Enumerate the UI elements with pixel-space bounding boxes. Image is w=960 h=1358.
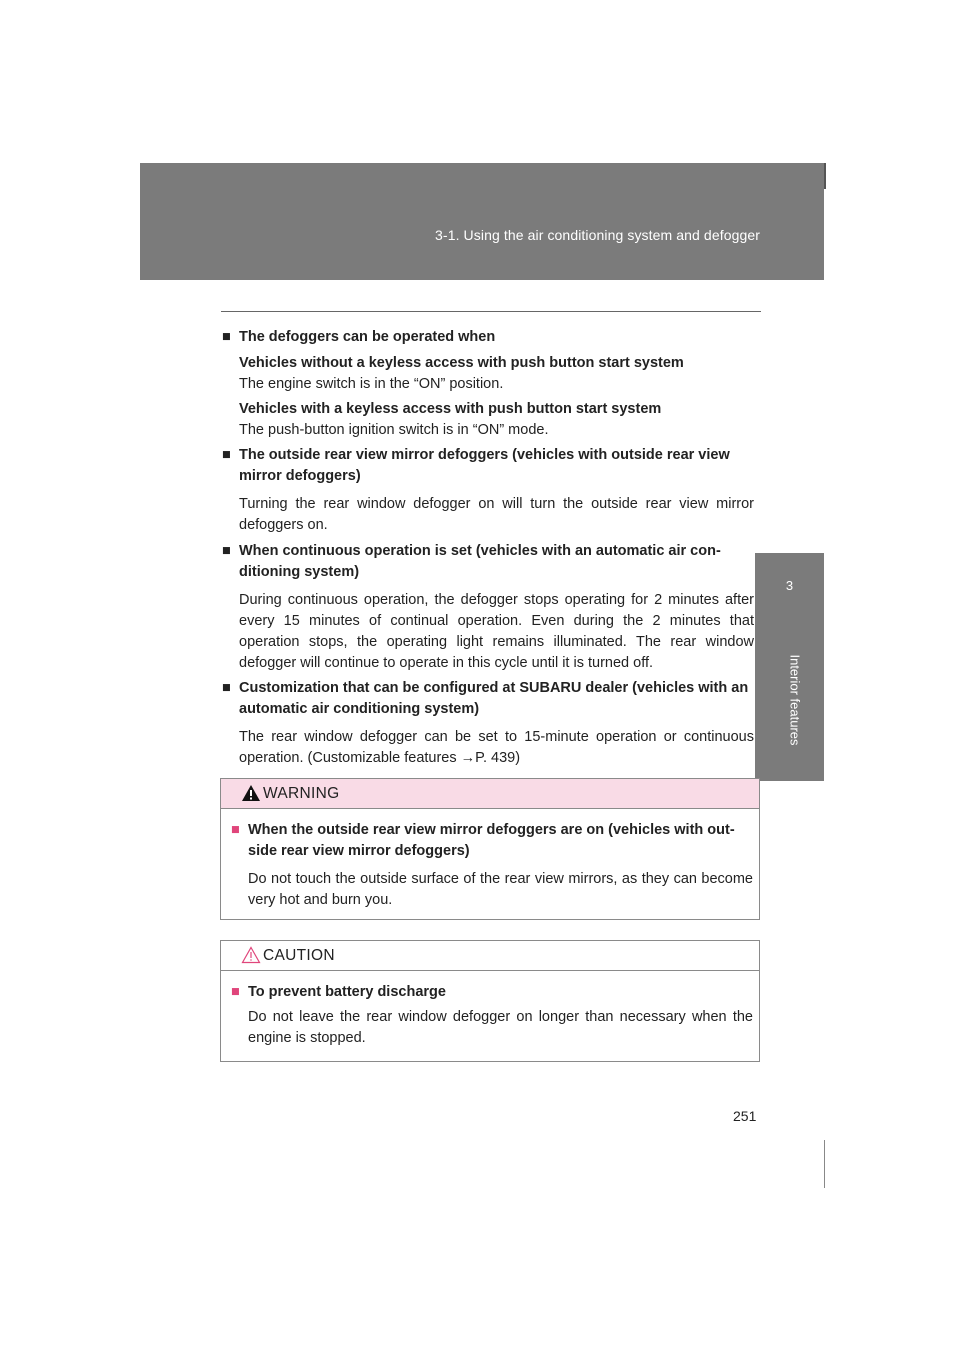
- chapter-number: 3: [785, 578, 794, 593]
- warning-header: [221, 779, 759, 809]
- section-title: 3-1. Using the air conditioning system and defogger: [435, 227, 760, 243]
- square-bullet-icon: ■: [222, 329, 231, 345]
- caution-triangle-icon: [241, 946, 261, 964]
- section-heading: ■ Customization that can be configured at SUBARU dealer (vehicles with an automatic air conditioning system): [222, 680, 749, 717]
- warning-text: Do not touch the outside surface of the rear view mirrors, as they can become very hot and burn you.: [248, 871, 753, 908]
- caution-box: [220, 940, 760, 1062]
- subheading: Vehicles with a keyless access with push button start system: [239, 401, 662, 417]
- square-bullet-icon: ■: [222, 447, 231, 463]
- caution-label: CAUTION: [263, 947, 335, 964]
- warning-label: WARNING: [263, 785, 340, 802]
- chapter-tab: [755, 553, 824, 621]
- chapter-label: Interior features: [787, 654, 803, 746]
- paragraph: During continuous operation, the defogger stops operating for 2 minutes after every 15 minutes of continual operation. Even during the 2 minutes that operation stops, the operating light remains illuminated. The rear window defogger will continue to operate in this cycle until it is turned off.: [239, 592, 754, 671]
- paragraph: The engine switch is in the “ON” position.: [239, 376, 504, 392]
- square-bullet-icon: ■: [231, 984, 240, 1000]
- subheading: Vehicles without a keyless access with push button start system: [239, 355, 684, 371]
- paragraph: The push-button ignition switch is in “ON” mode.: [239, 422, 549, 438]
- warning-box: [220, 778, 760, 920]
- warning-body: [221, 809, 759, 921]
- section-heading: ■ When continuous operation is set (vehicles with an automatic air con-ditioning system): [222, 543, 721, 580]
- warning-heading: ■ When the outside rear view mirror defoggers are on (vehicles with out-side rear view mirror defoggers): [231, 822, 735, 859]
- section-heading: ■ The defoggers can be operated when: [222, 327, 754, 348]
- paragraph: The rear window defogger can be set to 15-minute operation or continuous operation. (Customizable features →P. 439): [239, 729, 754, 766]
- square-bullet-icon: ■: [231, 822, 240, 838]
- page-number: 251: [733, 1108, 757, 1124]
- square-bullet-icon: ■: [222, 543, 231, 559]
- caution-header: [221, 941, 759, 971]
- warning-triangle-icon: [241, 784, 261, 802]
- paragraph: Turning the rear window defogger on will turn the outside rear view mirror defoggers on.: [239, 496, 754, 533]
- caution-body: [221, 971, 759, 1059]
- top-rule: [221, 311, 761, 312]
- section-heading: ■ The outside rear view mirror defoggers (vehicles with outside rear view mirror defoggers): [222, 447, 730, 484]
- section-header-bar: [140, 163, 824, 280]
- caution-text: Do not leave the rear window defogger on longer than necessary when the engine is stopped.: [248, 1009, 753, 1046]
- main-content: [222, 327, 754, 769]
- caution-heading: ■ To prevent battery discharge: [231, 982, 753, 1003]
- square-bullet-icon: ■: [222, 680, 231, 696]
- header-edge-mark: [824, 163, 826, 189]
- footer-edge-mark: [824, 1140, 825, 1188]
